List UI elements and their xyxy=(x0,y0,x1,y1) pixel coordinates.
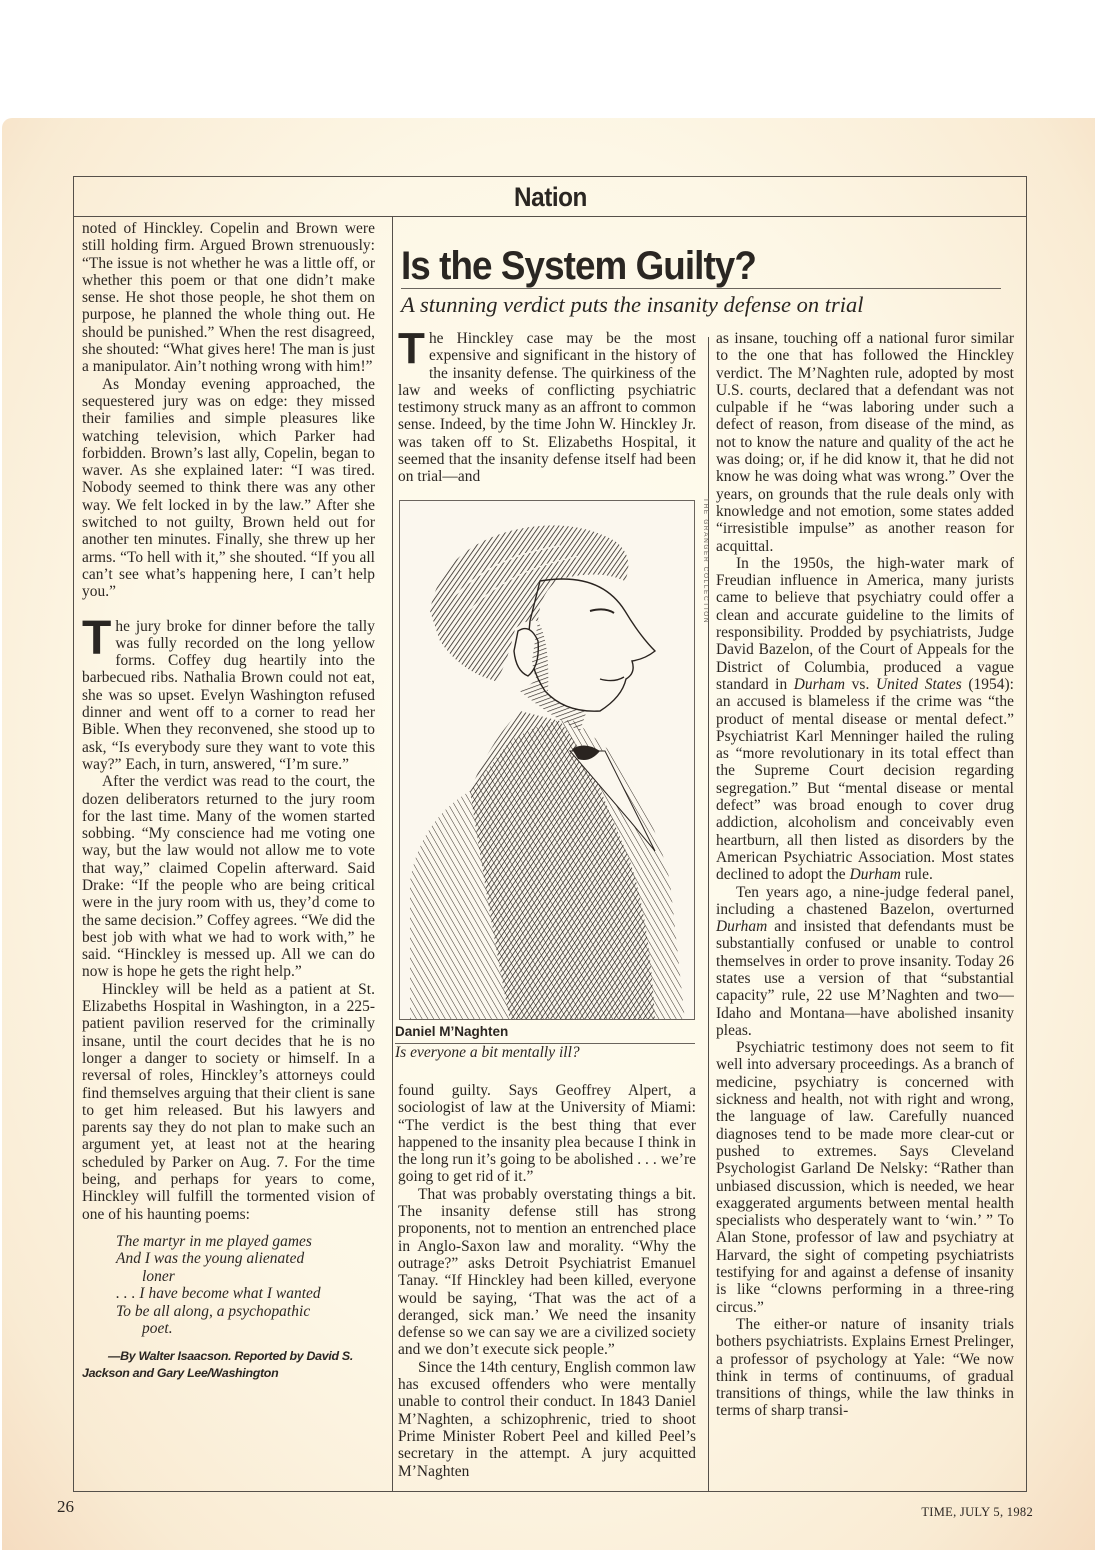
text-run: Ten years ago, a nine-judge federal panel, including a chastened Bazelon, overturned xyxy=(716,883,1014,918)
dropcap-paragraph xyxy=(82,611,375,774)
portrait-engraving-icon xyxy=(400,501,695,1020)
paragraph: as insane, touching off a national furor similar to the one that has followed the Hinckley verdict. The M’Naghten rule, adopted by most U.S. courts, declared that a defendant was not culpable if he “was laboring under such a defect of reason, from disease of the mind, as not to know the nature and quality of the act he was doing; or, if he did know it, that he did not know he was doing what was wrong.” Over the years, on grounds that the rule deals only with knowledge and not emotion, some states added “irresistible impulse” as another reason for acquittal. xyxy=(716,330,1014,555)
text-run: In the 1950s, the high-water mark of Freudian influence in America, many jurists came to believe that psychiatry could offer a clean and accurate guideline to the limits of responsibility. Prodded by psychiatrists, Judge David Bazelon, of the Court of Appeals for the District of Columbia, produced a vague standard in xyxy=(716,554,1014,693)
case-name: Durham xyxy=(716,918,768,936)
article-headline: Is the System Guilty? xyxy=(401,244,756,288)
dropcap: T xyxy=(398,324,425,373)
dropcap-paragraph xyxy=(398,324,696,486)
left-column xyxy=(82,220,375,1382)
dropcap: T xyxy=(82,611,112,665)
paragraph: Since the 14th century, English common law has excused offenders who were mentally unable to control their conduct. In 1843 Daniel M’Naghten, a schizophrenic, tried to shoot Prime Minister Robert Peel and killed Peel’s secretary in the attempt. A jury acquitted M’Naghten xyxy=(398,1358,696,1480)
poem xyxy=(116,1233,375,1338)
section-header xyxy=(74,177,1026,217)
paragraph xyxy=(716,555,1014,884)
paragraph: As Monday evening approached, the sequestered jury was on edge: they missed their families and simple pleasures like watching television, which Parker had forbidden. Brown’s last ally, Copelin, began to waver. As she explained later: “I was tired. Nobody seemed to think there was any other way. We felt locked in by the law.” After she switched to not guilty, Brown held out for another ten minutes. Finally, she threw up her arms. “To hell with it,” she shouted. “If you all can’t see what’s happening here, I can’t help you.” xyxy=(82,375,375,601)
paragraph xyxy=(716,884,1014,1040)
photo-credit: THE GRANGER COLLECTION xyxy=(702,498,709,625)
paragraph: That was probably overstating things a bit. The insanity defense still has strong proponents, not to mention an entrenched place in Anglo-Saxon law and morality. “Why the outrage?” asks Detroit Psychiatrist Emanuel Tanay. “If Hinckley had been killed, everyone would be saying, ‘That was the act of a deranged, sick man.’ We need the insanity defense so we can say we are a civilized society and we don’t execute sick people.” xyxy=(398,1185,696,1359)
paragraph-text: he jury broke for dinner before the tally was fully recorded on the long yellow forms. Coffey dug heartily into the barbecued ribs. Nathalia Brown could not eat, she was so upset. Evelyn Washington refused dinner and went off to a corner to read her Bible. When they reconvened, she stood up to ask, “Is everybody sure they want to vote this way?” Each, in turn, answered, “I’m sure.” xyxy=(82,617,375,773)
caption-text: Is everyone a bit mentally ill? xyxy=(395,1044,580,1061)
column-divider xyxy=(392,217,393,1491)
case-name: Durham xyxy=(849,866,901,884)
caption-name: Daniel M’Naghten xyxy=(395,1024,509,1039)
poem-line: . . . I have become what I wanted xyxy=(116,1285,321,1303)
text-run: rule. xyxy=(900,866,933,884)
text-run: vs. xyxy=(845,675,876,693)
paragraph: Hinckley will be held as a patient at St. Elizabeths Hospital in Washington, in a 225-patient pavilion reserved for the criminally insane, until the court decides that he is no longer a danger to society or himself. In a reversal of roles, Hinckley’s attorneys could find themselves arguing that their client is sane to get him released. But his lawyers and parents say they do not plan to make such an argument yet, at least not at the hearing scheduled by Parker on Aug. 7. For the time being, and perhaps for years to come, Hinckley will fulfill the tormented vision of one of his haunting poems: xyxy=(82,980,375,1223)
publication-date: TIME, JULY 5, 1982 xyxy=(921,1505,1033,1519)
paragraph: found guilty. Says Geoffrey Alpert, a sociologist of law at the University of Miami: “The verdict is the best thing that ever happened to the insanity plea because I think in the long run it’s going to be abolished . . . we’re going to get rid of it.” xyxy=(398,1082,696,1186)
paragraph: noted of Hinckley. Copelin and Brown were still holding firm. Argued Brown strenuously: “The issue is not whether he was a little off, or whether this poem or that one didn’t make sense. He shot those people, he shot them on purpose, he planned the whole thing out. He should be punished.” When the rest disagreed, she shouted: “What gives here! The man is just a manipulator. Ain’t nothing wrong with him!” xyxy=(82,220,375,376)
right-column xyxy=(716,330,1014,1420)
poem-line: And I was the young alienated xyxy=(116,1250,305,1268)
case-name: Durham xyxy=(793,675,846,693)
text-run: (1954): an accused is blameless if the crime was “the product of mental disease or mental defect.” Psychiatrist Karl Menninger hailed the ruling as “more revolutionary in its total effect than the Supreme Court decision regarding segregation.” But “mental disease or mental defect” was broad enough to cover drug addiction, alcoholism and conceivably even heartburn, all then listed as disorders by the American Psychiatric Association. Most states declined to adopt the xyxy=(716,675,1014,884)
paragraph: After the verdict was read to the court, the dozen deliberators returned to the jury room for the last time. Many of the women started sobbing. “My conscience had me voting one way, but the law would not allow me to vote that way,” claimed Copelin afterward. Said Drake: “If the people who are being critical were in the jury room with us, they’d come to the same decision.” Coffey agrees. “We did the best job with what we had to work with,” he said. “Hinckley is messed up. All we can do now is hope he gets the right help.” xyxy=(82,773,375,981)
paragraph: The either-or nature of insanity trials bothers psychiatrists. Explains Ernest Prelinger, a professor of psychology at Yale: “We now think in terms of continuums, of gradual transitions of things, while the law thinks in terms of sharp transi- xyxy=(716,1315,1014,1420)
article-deck: A stunning verdict puts the insanity defense on trial xyxy=(401,292,864,317)
paragraph-text: he Hinckley case may be the most expensive and significant in the history of the insanity defense. The quirkiness of the law and weeks of conflicting psychiatric testimony struck many as an affront to common sense. Indeed, by the time John W. Hinckley Jr. was taken off to St. Elizabeths Hospital, it seemed that the insanity defense itself had been on trial—and xyxy=(398,330,696,486)
portrait-figure xyxy=(399,500,695,1020)
poem-line: To be all along, a psychopathic xyxy=(116,1302,311,1320)
byline: —By Walter Isaacson. Reported by David S. Jackson and Gary Lee/Washington xyxy=(82,1348,353,1380)
headline-rule xyxy=(401,288,1001,289)
middle-column-bottom xyxy=(398,1082,696,1480)
case-name: United States xyxy=(875,675,962,693)
paragraph: Psychiatric testimony does not seem to fit well into adversary proceedings. As a branch of medicine, psychiatry is concerned with sickness and health, not with right and wrong, the language of law. Carefully nuanced diagnoses tend to be made more clear-cut or pushed to extremes. Says Cleveland Psychologist Garland De Nelsky: “Rather than unbiased discussion, which is needed, we hear exaggerated arguments between mental health specialists who desperately want to ‘win.’ ” To Alan Stone, professor of law and psychiatry at Harvard, the sight of competing psychiatrists testifying for and against a defense of insanity is like “clowns performing in a three-ring circus.” xyxy=(716,1039,1014,1316)
poem-line: loner xyxy=(142,1267,175,1285)
poem-line: poet. xyxy=(142,1320,173,1338)
page-number: 26 xyxy=(57,1497,74,1516)
middle-column-top xyxy=(398,324,696,486)
section-title: Nation xyxy=(513,182,587,212)
poem-line: The martyr in me played games xyxy=(116,1232,312,1250)
text-run: and insisted that defendants must be substantially confused or unable to control themselves in order to prove insanity. Today 26 states use a version of that “substantial capacity” rule, 22 use M’Naghten and two—Idaho and Montana—have abolished insanity pleas. xyxy=(716,918,1014,1039)
